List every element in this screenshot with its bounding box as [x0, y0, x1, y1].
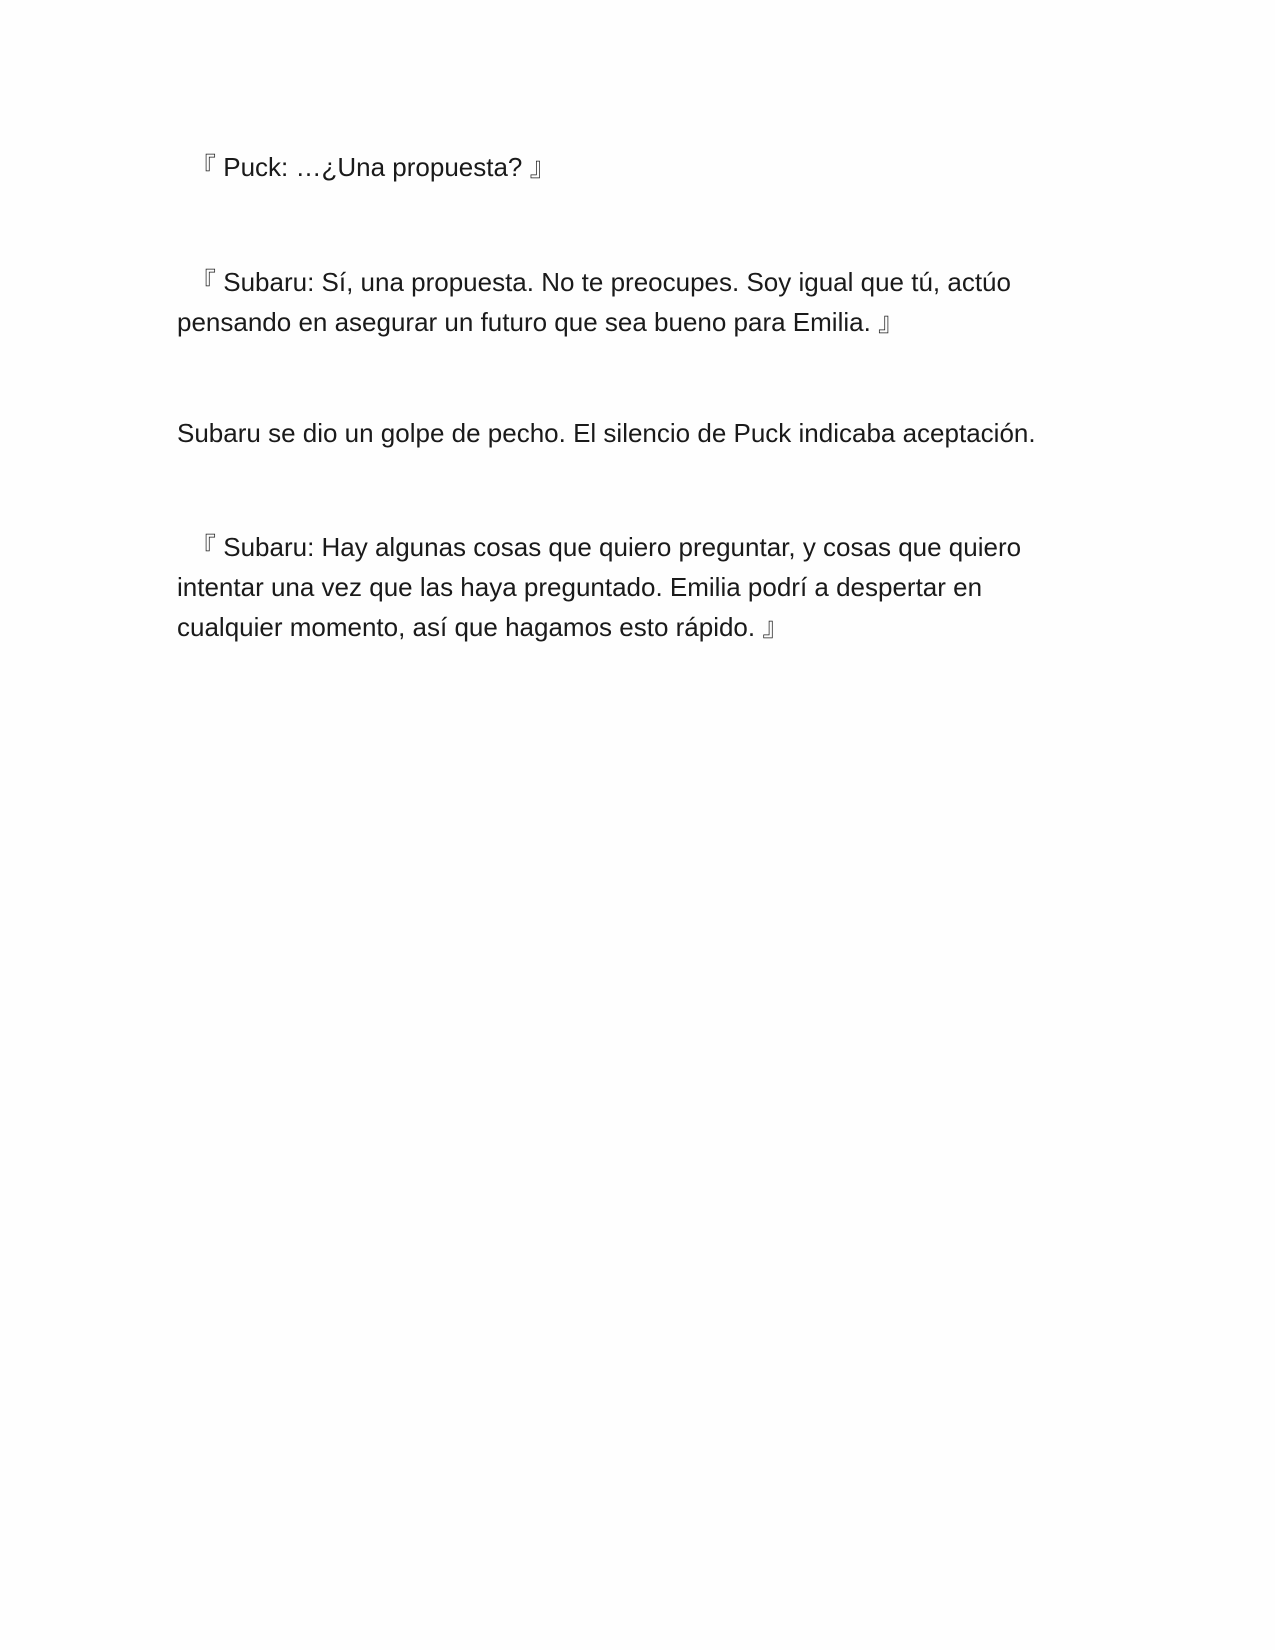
- text-line: intentar una vez que las haya preguntado. Emilia podrí a despertar en: [177, 572, 983, 602]
- dialogue-subaru-questions: [177, 527, 1077, 647]
- narration-paragraph: [177, 413, 1077, 453]
- text-line: pensando en asegurar un futuro que sea bueno para Emilia. 』: [177, 307, 905, 337]
- text-line: Subaru se dio un golpe de pecho. El silencio de Puck indicaba aceptación.: [177, 418, 1036, 448]
- text-line: 『 Subaru: Hay algunas cosas que quiero preguntar, y cosas que quiero: [177, 532, 1022, 562]
- text-line: 『 Puck: …¿Una propuesta? 』: [177, 152, 556, 182]
- text-line: cualquier momento, así que hagamos esto rápido. 』: [177, 612, 789, 642]
- text-line: 『 Subaru: Sí, una propuesta. No te preocupes. Soy igual que tú, actúo: [177, 267, 1011, 297]
- dialogue-subaru-proposal: [177, 262, 1077, 342]
- dialogue-puck-proposal: [177, 147, 1077, 187]
